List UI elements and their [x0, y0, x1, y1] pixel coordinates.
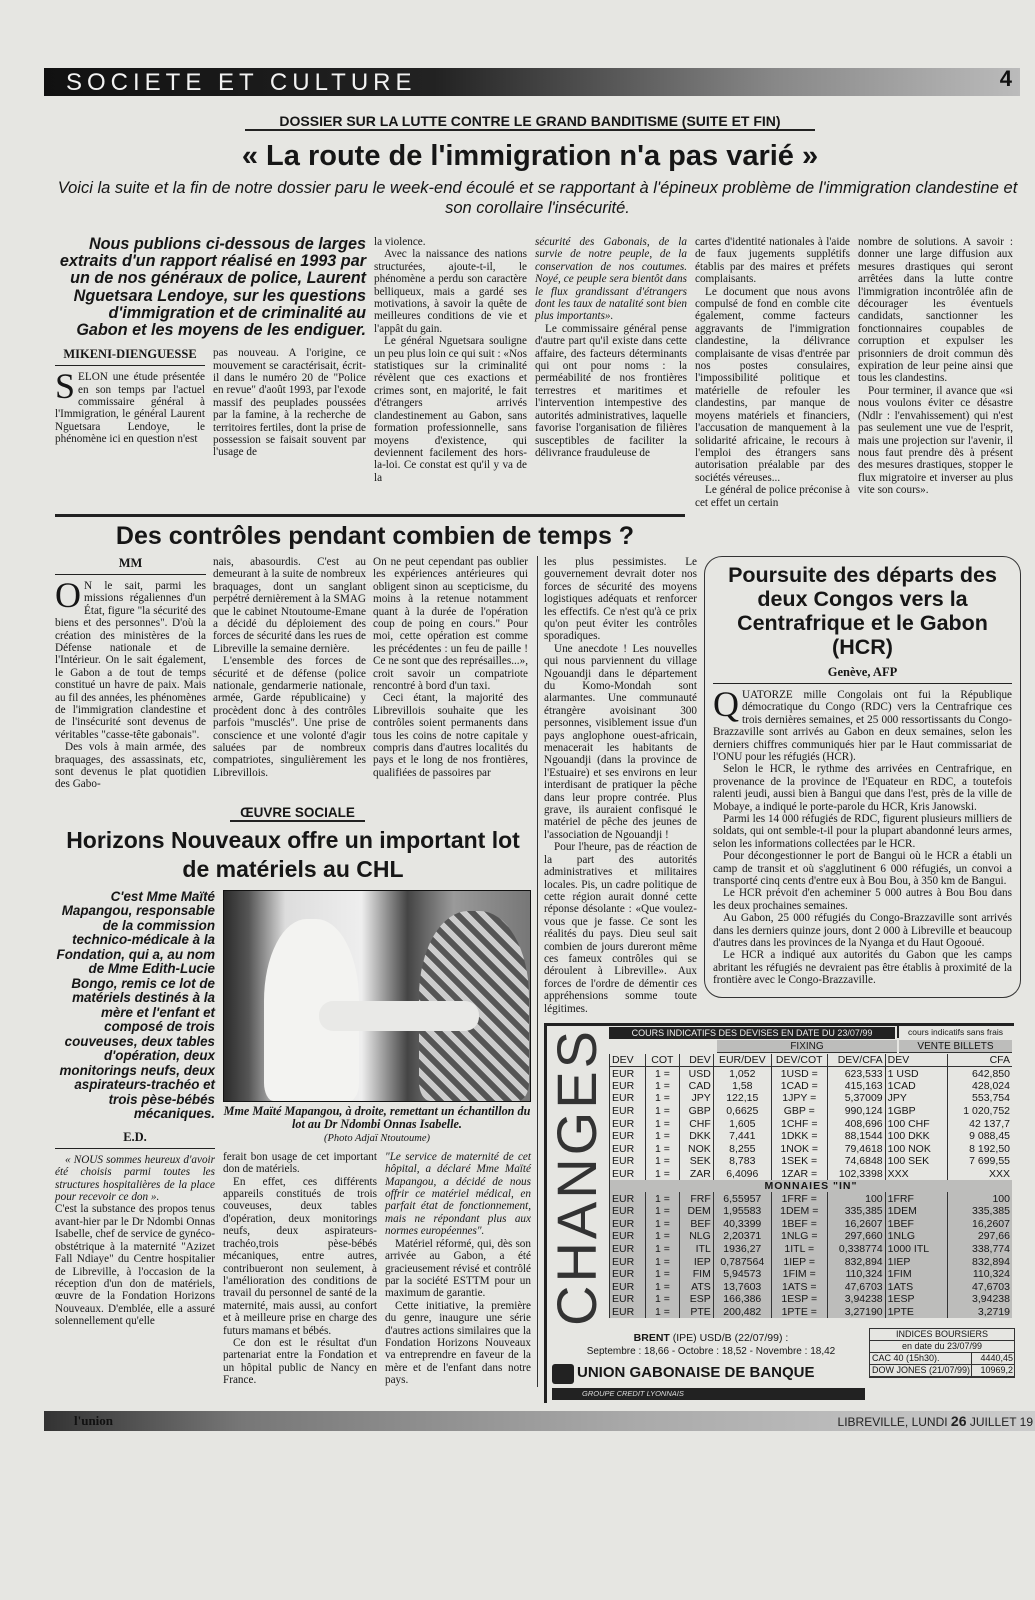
- table-header-row: [610, 1054, 1013, 1067]
- table-cell: 1 =: [645, 1130, 679, 1143]
- table-cell: 1CAD: [885, 1080, 947, 1093]
- table-cell: 1 =: [645, 1205, 679, 1218]
- paragraph: Parmi les 14 000 réfugiés de RDC, figurent plusieurs milliers de soldats, qui ont semble-t-il pour la plupart abandonné leurs armes, selon les informations collectées par le HCR.: [713, 813, 1012, 850]
- paragraph: pas nouveau. A l'origine, ce mouvement se caractérisait, écrit-il dans le numéro 20 de "Police en revue" d'août 1993, par l'exode massif des peuplades poussées par la famine, à la recherche de territoires fertiles, dont la prise de possession se faisait souvent par l'usage de: [213, 347, 366, 459]
- table-cell: SEK: [679, 1155, 713, 1168]
- table-cell: EUR: [610, 1280, 646, 1293]
- page-flow: [55, 235, 1033, 1431]
- table-cell: 1JPY =: [771, 1092, 827, 1105]
- article4-lede: C'est Mme Maïté Mapangou, responsable de la commission technico-médicale à la Fondation, qui a, au nom de Mme Edith-Lucie Bongo, remis ce lot de matériels destinés à la mère et l'enfant et composé de trois couveuses, deux tables d'opération, deux monitorings neufs, deux aspirateurs-trachéo et trois pèse-bébés mécaniques.: [56, 888, 215, 1122]
- table-cell: 1BEF =: [771, 1218, 827, 1231]
- paragraph: L'ensemble des forces de sécurité et de défense (police nationale, gendarmerie nationale, armée, Garde républicaine) y procèdent donc à des contrôles parfois "musclés". Une prise de conscience et une volonté d'agir saluées par de nombreux compatriotes, singulièrement les Librevillois.: [213, 655, 366, 779]
- table-cell: 1 020,752: [947, 1105, 1012, 1118]
- article4-column-1-text: [55, 1203, 215, 1327]
- table-cell: XXX: [947, 1168, 1012, 1181]
- table-cell: 1 =: [645, 1067, 679, 1080]
- paragraph: On ne peut cependant pas oublier les expériences antérieures qui obligent sinon au scepticisme, du moins à la retenue notamment quant à la durée de l'opération coup de poing en cours." Pour moi, cette opération est comme les précédentes : un feu de paille ! Ce ne sont que des représailles...», croit savoir un compatriote rencontré à bord d'un taxi.: [373, 555, 528, 692]
- table-cell: 200,482: [713, 1306, 771, 1319]
- table-cell: 88,1544: [827, 1130, 885, 1143]
- table-cell: 1 =: [645, 1168, 679, 1181]
- table-cell: 100 CHF: [885, 1117, 947, 1130]
- table-cell: 297,660: [827, 1230, 885, 1243]
- table-cell: 1NLG: [885, 1230, 947, 1243]
- article1-column-5: [695, 236, 850, 509]
- table-cell: 47,6703: [827, 1280, 885, 1293]
- table-cell: 3,2719: [947, 1306, 1012, 1319]
- table-row: [610, 1306, 1013, 1319]
- table-cell: 1FIM =: [771, 1268, 827, 1281]
- table-cell: FIM: [679, 1268, 713, 1281]
- table-row: [610, 1280, 1013, 1293]
- article2-column-1: [55, 574, 206, 791]
- ugb-logo-icon: [552, 1364, 574, 1384]
- table-cell: ITL: [679, 1243, 713, 1256]
- table-row: [610, 1293, 1013, 1306]
- table-cell: 642,850: [947, 1067, 1012, 1080]
- page-number: 4: [999, 66, 1012, 91]
- table-cell: 0,787564: [713, 1255, 771, 1268]
- article1-headline: « La route de l'immigration n'a pas varié »: [241, 140, 819, 172]
- index-row: [870, 1353, 1014, 1365]
- paragraph: les plus pessimistes. Le gouvernement devrait doter nos forces de sécurité des moyens logistiques adéquats et renforcer les effectifs. Ce n'est qu'à ce prix qu'on peut éviter les contrôles sporadiques.: [544, 555, 697, 643]
- paragraph: Le général Nguetsara souligne un peu plus loin ce qui suit : «Nos statistiques sur la criminalité révèlent que ces exactions et crimes sont, en majorité, le fait d'étrangers arrivés clandestinement au Gabon, sans formation professionnelle, sans moyens d'existence, qui deviennent facilement des hors-la-loi. Ce constat est qu'il y va de la: [374, 335, 527, 484]
- table-cell: 74,6848: [827, 1155, 885, 1168]
- bank-name: UNION GABONAISE DE BANQUE: [577, 1363, 815, 1381]
- table-cell: ATS: [679, 1280, 713, 1293]
- paragraph: Le document que nous avons compulsé de fond en comble cite également, comme facteurs aggravants de l'immigration clandestine, la délivrance complaisante de visas d'entrée par nos postes consulaires, l'impossibilité politique et matérielle de refouler les clandestins, par manque de moyens matériels et financiers, l'accusation de manquement à la solidarité africaine, le recours à l'emploi des étrangers sans autorisation préalable par des sociétés véreuses...: [695, 285, 850, 484]
- table-cell: 1CHF =: [771, 1117, 827, 1130]
- table-cell: 100 NOK: [885, 1143, 947, 1156]
- table-cell: BEF: [679, 1218, 713, 1231]
- table-cell: DEV: [885, 1054, 947, 1067]
- table-cell: 47,6703: [947, 1280, 1012, 1293]
- article2-column-2: [213, 556, 366, 779]
- paragraph: C'est la substance des propos tenus avant-hier par le Dr Ndombi Onnas Isabelle, chef de service de gynéco-obstétrique à la maternité "Azizet Fall Ndiaye" du Centre hospitalier de Libreville, à l'occasion de la réception d'un don de matériels, œuvre de la Fondation Horizons Nouveaux. D'emblée, elle a assuré solennellement qu'elle: [55, 1203, 215, 1328]
- masthead: l'union: [74, 1412, 114, 1428]
- table-row: [610, 1243, 1013, 1256]
- table-cell: 1 =: [645, 1105, 679, 1118]
- table-cell: USD: [679, 1067, 713, 1080]
- table-cell: 335,385: [947, 1205, 1012, 1218]
- paragraph: Pour l'heure, pas de réaction de la part des autorités administratives et militaires locales. Pis, un cadre politique de cette région aurait donné cette réponse désolante : «Que voulez-vous que je fasse. Ce sont les réalités du pays. Dieu seul sait combien de jours dureront même ces fameux contrôles qui se déroulent à Libreville». Aux forces de l'ordre de démentir ces appréhensions somme toute légitimes.: [544, 841, 697, 1015]
- table-cell: 1000 ITL: [885, 1243, 947, 1256]
- table-cell: 0,338774: [827, 1243, 885, 1256]
- paragraph: Une anecdote ! Les nouvelles qui nous parviennent du village Ngouandji dans le département du Komo-Mondah sont alarmantes. Une communauté étrangère avoisinant 300 personnes, visiblement issue d'un pays anglophone ouest-africain, menacerait les habitants de Ngouandji (dans la province de l'Estuaire) et ses environs en leur interdisant de pratiquer la pêche dans leur propre contrée. Plus grave, ils auraient confisqué le matériel de pêche des jeunes de l'association de Ngouandji !: [544, 642, 697, 841]
- brent-values: Septembre : 18,66 - Octobre : 18,52 - Novembre : 18,42: [586, 1345, 836, 1357]
- table-cell: 40,3399: [713, 1218, 771, 1231]
- article1-column-4: [535, 236, 687, 459]
- table-cell: 1NLG =: [771, 1230, 827, 1243]
- table-cell: DKK: [679, 1130, 713, 1143]
- table-row: [610, 1230, 1013, 1243]
- table-cell: CAD: [679, 1080, 713, 1093]
- table-cell: EUR: [610, 1067, 646, 1080]
- paragraph: Cette initiative, la première du genre, inaugure une série d'autres actions similaires que la Fondation Horizons Nouveaux va entreprendre en faveur de la mère et de l'enfant dans notre pays.: [385, 1299, 531, 1387]
- article1-column-2: [213, 347, 366, 459]
- table-cell: PTE: [679, 1306, 713, 1319]
- table-row: [610, 1155, 1013, 1168]
- table-cell: 1NOK =: [771, 1143, 827, 1156]
- footer-day: 26: [950, 1412, 967, 1429]
- table-cell: 1ATS =: [771, 1280, 827, 1293]
- paragraph: QUATORZE mille Congolais ont fui la République démocratique du Congo (RDC) vers la Centrafrique ces trois dernières semaines, et 25 000 ressortissants du Congo-Brazzaville sont arrivés au Gabon en deux semaines, selon les derniers chiffres communiqués hier par le Haut commissariat de l'ONU pour les réfugiés (HCR).: [713, 683, 1012, 763]
- table-cell: 1PTE: [885, 1306, 947, 1319]
- table-cell: 5,37009: [827, 1092, 885, 1105]
- table-cell: 335,385: [827, 1205, 885, 1218]
- article4-quote-2: "Le service de maternité de cet hôpital, a déclaré Mme Maïté Mapangou, a décidé de nous offrir ce matériel médical, en parfait état de fonctionnement, mais ne répondant plus aux normes européennes".: [385, 1150, 531, 1238]
- table-cell: DEM: [679, 1205, 713, 1218]
- table-cell: CFA: [947, 1054, 1012, 1067]
- table-cell: 338,774: [947, 1243, 1012, 1256]
- index-value: 4440,45: [980, 1352, 1013, 1363]
- table-cell: 100: [947, 1192, 1012, 1205]
- table-cell: EUR: [610, 1080, 646, 1093]
- table-cell: EUR: [610, 1293, 646, 1306]
- table-row: [610, 1143, 1013, 1156]
- table-cell: 42 137,7: [947, 1117, 1012, 1130]
- table-cell: 100 SEK: [885, 1155, 947, 1168]
- table-cell: EUR: [610, 1105, 646, 1118]
- table-cell: 1DEM =: [771, 1205, 827, 1218]
- table-cell: 1 =: [645, 1306, 679, 1319]
- paragraph: Le HCR a indiqué aux autorités du Gabon que les camps abritant les réfugiés ne devraient pas être établis à proximité de la frontière avec le Congo-Brazzaville.: [713, 949, 1012, 987]
- table-cell: CHF: [679, 1117, 713, 1130]
- photo-credit: (Photo Adjaï Ntoutoume): [324, 1132, 430, 1144]
- photo-caption: Mme Maïté Mapangou, à droite, remettant un échantillon du lot au Dr Ndombi Onnas Isabelle.: [223, 1103, 531, 1132]
- article2-byline: MM: [55, 556, 206, 575]
- table-cell: 1USD =: [771, 1067, 827, 1080]
- table-cell: 1BEF: [885, 1218, 947, 1231]
- table-cell: 1 =: [645, 1280, 679, 1293]
- table-cell: 1IEP: [885, 1255, 947, 1268]
- paragraph: SELON une étude présentée en son temps par l'actuel commissaire général à l'Immigration, le général Laurent Nguetsara Lendoye, le phénomène ici en question n'est: [55, 366, 205, 446]
- table-cell: 1 =: [645, 1117, 679, 1130]
- table-cell: GBP =: [771, 1105, 827, 1118]
- table-cell: 1936,27: [713, 1243, 771, 1256]
- index-value: 10969,2: [980, 1364, 1013, 1375]
- brent-label: BRENT: [633, 1331, 670, 1344]
- article4-kicker: ŒUVRE SOCIALE: [230, 805, 365, 822]
- table-row: [610, 1255, 1013, 1268]
- table-cell: EUR: [610, 1155, 646, 1168]
- table-row: [610, 1067, 1013, 1080]
- article2-headline: Des contrôles pendant combien de temps ?: [115, 521, 635, 550]
- article1: [55, 236, 1022, 509]
- paragraph: Ceci étant, la majorité des Librevillois souhaite que les contrôles soient permanents dans tous les coins de notre capitale y compris dans d'autres localités du pays et le long de nos frontières, qualifiées de passoires par: [373, 692, 528, 779]
- table-row: [610, 1105, 1013, 1118]
- table-cell: IEP: [679, 1255, 713, 1268]
- table-cell: 1DEM: [885, 1205, 947, 1218]
- indices-title: INDICES BOURSIERS: [870, 1329, 1014, 1341]
- table-cell: EUR: [610, 1117, 646, 1130]
- photo-object: [319, 1001, 479, 1031]
- table-cell: 1 =: [645, 1143, 679, 1156]
- table-cell: 1FRF: [885, 1192, 947, 1205]
- paragraph: Le HCR prévoit d'en acheminer 5 000 autres à Bou Bou dans les deux prochaines semaines.: [713, 887, 1012, 912]
- table-cell: 408,696: [827, 1117, 885, 1130]
- paragraph: la violence.: [374, 236, 426, 248]
- table-cell: 1ZAR =: [771, 1168, 827, 1181]
- article4-headline: Horizons Nouveaux offre un important lot de matériels au CHL: [66, 826, 520, 882]
- paragraph: Le commissaire général pense d'autre part qu'il existe dans cette affaire, des facteurs déterminants qui ont pour noms : la perméabilité de nos frontières terrestres et maritimes et l'intervention intempestive des autorités administratives, laquelle favorise l'organisation de filières susceptibles de faciliter la délivrance frauduleuse de: [535, 322, 687, 459]
- table-cell: 6,55957: [713, 1192, 771, 1205]
- table-cell: EUR: [610, 1130, 646, 1143]
- table-cell: 8,783: [713, 1155, 771, 1168]
- table-cell: JPY: [885, 1092, 947, 1105]
- table-cell: 122,15: [713, 1092, 771, 1105]
- table-cell: 1PTE =: [771, 1306, 827, 1319]
- table-cell: 5,94573: [713, 1268, 771, 1281]
- hcr-article-box: [704, 556, 1021, 998]
- paragraph: Le général de police préconise à cet effet un certain: [695, 484, 850, 509]
- table-cell: 1,052: [713, 1067, 771, 1080]
- table-cell: ESP: [679, 1293, 713, 1306]
- table-cell: COT: [645, 1054, 679, 1067]
- table-cell: 3,94238: [947, 1293, 1012, 1306]
- table-cell: 1 =: [645, 1192, 679, 1205]
- paragraph: Selon le HCR, le rythme des arrivées en Centrafrique, en provenance de la province de l'Equateur en RDC, a toutefois ralenti jeudi, aussi bien à Bangui que dans l'est, près de la ville de Mobaye, a indiqué le porte-parole du HCR, Kris Janowski.: [713, 763, 1012, 813]
- stock-indices: [869, 1328, 1015, 1378]
- photo-donation: [223, 890, 531, 1102]
- table-cell: 1ITL =: [771, 1243, 827, 1256]
- table-cell: 1ESP: [885, 1293, 947, 1306]
- table-row: [610, 1092, 1013, 1105]
- paragraph: cartes d'identité nationales à l'aide de faux jugements supplétifs établis par des maires et préfets complaisants.: [695, 236, 850, 286]
- table-cell: 8 192,50: [947, 1143, 1012, 1156]
- table-cell: JPY: [679, 1092, 713, 1105]
- indices-date: en date du 23/07/99: [870, 1341, 1014, 1353]
- article4-column-1: [55, 1154, 215, 1328]
- paragraph: Matériel réformé, qui, dès son arrivée au Gabon, a été gracieusement révisé et contrôlé par la société ESTTM pour un maximum de garantie.: [385, 1237, 531, 1300]
- table-cell: ZAR: [679, 1168, 713, 1181]
- paragraph: Avec la naissance des nations structurées, ajoute-t-il, le phénomène a perdu son caractère belliqueux, mais a gardé ses motivations, à savoir la quête de meilleures conditions de vie et l'appât du gain.: [374, 248, 527, 335]
- table-cell: DEV/COT: [771, 1054, 827, 1067]
- table-cell: 3,94238: [827, 1293, 885, 1306]
- table-cell: DEV: [679, 1054, 713, 1067]
- table-cell: 1CAD =: [771, 1080, 827, 1093]
- article1-lede: Nous publions ci-dessous de larges extraits d'un rapport réalisé en 1993 par un de nos généraux de police, Laurent Nguetsara Lendoye, sur les questions d'immigration et de criminalité au Gabon et les moyens de les endiguer.: [59, 235, 366, 340]
- article1-column-1: [55, 366, 205, 446]
- article1-column-6: [858, 236, 1013, 497]
- table-cell: 16,2607: [827, 1218, 885, 1231]
- table-cell: EUR: [610, 1205, 646, 1218]
- table-cell: XXX: [885, 1168, 947, 1181]
- article3-body: [713, 683, 1012, 987]
- table-cell: 1,605: [713, 1117, 771, 1130]
- table-cell: 832,894: [827, 1255, 885, 1268]
- monnaies-in-label: MONNAIES "IN": [610, 1180, 1013, 1192]
- article1-intro: Voici la suite et la fin de notre dossier paru le week-end écoulé et se rapportant à l'épineux problème de l'immigration clandestine et son corollaire l'insécurité.: [57, 179, 1018, 217]
- table-cell: 166,386: [713, 1293, 771, 1306]
- section-banner: [44, 68, 1020, 96]
- exchange-rates-panel: [544, 1023, 1014, 1403]
- table-cell: EUR: [610, 1268, 646, 1281]
- table-cell: 6,4096: [713, 1168, 771, 1181]
- table-cell: 623,533: [827, 1067, 885, 1080]
- table-cell: 3,27190: [827, 1306, 885, 1319]
- table-cell: 1FIM: [885, 1268, 947, 1281]
- article2-column-3: [373, 556, 528, 779]
- article3-byline: Genève, AFP: [713, 665, 1012, 684]
- table-cell: 1 =: [645, 1255, 679, 1268]
- table-cell: 7,441: [713, 1130, 771, 1143]
- table-cell: 8,255: [713, 1143, 771, 1156]
- table-row: [610, 1192, 1013, 1205]
- right-title: cours indicatifs sans frais: [897, 1026, 1012, 1038]
- table-cell: 110,324: [827, 1268, 885, 1281]
- lower-left: [55, 556, 538, 1387]
- index-name: DOW JONES (21/07/99): [872, 1364, 971, 1375]
- table-cell: NLG: [679, 1230, 713, 1243]
- table-cell: 16,2607: [947, 1218, 1012, 1231]
- table-cell: 2,20371: [713, 1230, 771, 1243]
- article2-column-4: [544, 556, 697, 1015]
- paragraph: nombre de solutions. A savoir : donner une large diffusion aux mesures drastiques qui seront arrêtées dans la lutte contre l'immigration incontrôlée afin de décourager les éventuels candidats, sanctionner les fonctionnaires coupables de corruption et expulser les prisonniers de droit commun dès expiration de leur peine ainsi que tous les clandestins.: [858, 236, 1013, 385]
- article4-column-3-text: [385, 1238, 531, 1387]
- table-cell: EUR: [610, 1092, 646, 1105]
- table-cell: 1 =: [645, 1155, 679, 1168]
- table-cell: 1,95583: [713, 1205, 771, 1218]
- paragraph: Pour décongestionner le port de Bangui où le HCR a établi un camp de transit et où s'agglutinent 6 000 réfugiés, un convoi a transporté cinq cents d'entre eux à Bou Bou, à 350 km de Bangui.: [713, 850, 1012, 888]
- table-cell: EUR: [610, 1168, 646, 1181]
- article1-left-block: [55, 236, 366, 459]
- table-cell: EUR: [610, 1230, 646, 1243]
- table-cell: EUR: [610, 1218, 646, 1231]
- table-cell: 1SEK =: [771, 1155, 827, 1168]
- section-title: SOCIETE ET CULTURE: [66, 69, 417, 96]
- table-cell: FRF: [679, 1192, 713, 1205]
- table-cell: 9 088,45: [947, 1130, 1012, 1143]
- table-cell: EUR: [610, 1306, 646, 1319]
- table-cell: 1FRF =: [771, 1192, 827, 1205]
- paragraph: Des vols à main armée, des braquages, des assassinats, etc, sont devenus le plat quotidien des Gabo-: [55, 741, 206, 791]
- article4-column-2: [223, 1151, 377, 1387]
- table-cell: GBP: [679, 1105, 713, 1118]
- table-cell: EUR: [610, 1255, 646, 1268]
- paragraph: sécurité des Gabonais, de la survie de notre peuple, de la conservation de nos coutumes. Noyé, ce peuple sera bientôt dans le flux grandissant d'étrangers dont les taux de natalité sont bien plus importants».: [535, 236, 687, 323]
- table-row: [610, 1080, 1013, 1093]
- paragraph: ferait bon usage de cet important don de matériels.: [223, 1150, 377, 1176]
- divider: [55, 514, 685, 517]
- article1-byline: MIKENI-DIENGUESSE: [55, 347, 205, 366]
- table-cell: EUR: [610, 1243, 646, 1256]
- exchange-rates-table: [609, 1054, 1012, 1318]
- changes-side-title: CHANGES: [545, 1028, 608, 1326]
- table-cell: 1 =: [645, 1293, 679, 1306]
- table-cell: 297,66: [947, 1230, 1012, 1243]
- table-cell: DEV/CFA: [827, 1054, 885, 1067]
- index-row: [870, 1365, 1014, 1377]
- table-cell: 1DKK =: [771, 1130, 827, 1143]
- table-cell: EUR: [610, 1143, 646, 1156]
- footer-month-year: JUILLET 19: [969, 1414, 1033, 1429]
- table-cell: 1,58: [713, 1080, 771, 1093]
- table-title-text: COURS INDICATIFS DES DEVISES EN DATE DU 23/07/99: [609, 1027, 895, 1039]
- table-cell: 7 699,55: [947, 1155, 1012, 1168]
- table-cell: 1 USD: [885, 1067, 947, 1080]
- table-cell: EUR/DEV: [713, 1054, 771, 1067]
- table-cell: NOK: [679, 1143, 713, 1156]
- table-cell: 1ESP =: [771, 1293, 827, 1306]
- article1-column-3: [374, 236, 527, 484]
- lower-right: [544, 556, 1022, 1403]
- table-row: [610, 1218, 1013, 1231]
- table-cell: 102,3398: [827, 1168, 885, 1181]
- table-cell: 1 =: [645, 1080, 679, 1093]
- paragraph: nais, abasourdis. C'est au demeurant à la suite de nombreux braquages, dont un sanglant perpétré dernièrement à la SMAG que le cabinet Ntoutoume-Emane a décidé du déploiement des forces de sécurité dans les rues de Libreville la semaine dernière.: [213, 555, 366, 655]
- table-row: [610, 1168, 1013, 1181]
- table-row: [610, 1268, 1013, 1281]
- table-row: [610, 1117, 1013, 1130]
- table-cell: 1 =: [645, 1218, 679, 1231]
- article4-byline: E.D.: [55, 1130, 215, 1149]
- table-cell: 100: [827, 1192, 885, 1205]
- table-row: [610, 1130, 1013, 1143]
- footer-bar: [44, 1411, 1035, 1431]
- article1-kicker: DOSSIER SUR LA LUTTE CONTRE LE GRAND BANDITISME (SUITE ET FIN): [245, 113, 815, 131]
- article3-headline: Poursuite des départs des deux Congos vers la Centrafrique et le Gabon (HCR): [728, 562, 997, 659]
- table-cell: 990,124: [827, 1105, 885, 1118]
- table-cell: 832,894: [947, 1255, 1012, 1268]
- table-cell: EUR: [610, 1192, 646, 1205]
- table-cell: 100 DKK: [885, 1130, 947, 1143]
- brent-block: [555, 1332, 867, 1358]
- bank-group: GROUPE CREDIT LYONNAIS: [552, 1388, 865, 1400]
- paragraph: ON le sait, parmi les missions régaliennes d'un État, figure "la sécurité des biens et des personnes". D'où la création des ministères de la Défense nationale et de l'Intérieur. On le sait également, le Gabon a de tout de temps constitué un havre de paix. Mais au fil des années, les phénomènes de l'immigration clandestine et de l'insécurité sont devenus de véritables "casse-tête gabonais".: [55, 574, 206, 741]
- paragraph: Ce don est le résultat d'un partenariat entre la Fondation et un hôpital public de Nancy en France.: [223, 1336, 377, 1387]
- table-row: [610, 1205, 1013, 1218]
- article4-quote: « NOUS sommes heureux d'avoir été choisis parmi toutes les structures hospitalières de la place pour recevoir ce don ».: [55, 1153, 215, 1204]
- table-cell: 1 =: [645, 1243, 679, 1256]
- table-cell: 110,324: [947, 1268, 1012, 1281]
- table-cell: DEV: [610, 1054, 646, 1067]
- table-cell: 1 =: [645, 1230, 679, 1243]
- article4-column-3: [385, 1151, 531, 1387]
- table-cell: 13,7603: [713, 1280, 771, 1293]
- table-cell: 1 =: [645, 1092, 679, 1105]
- paragraph: En effet, ces différents appareils constitués de trois couveuses, deux tables d'opération, deux monitorings neufs, deux aspirateurs-trachéo,trois pèse-bébés mécaniques, entre autres, contribueront non seulement, à l'amélioration des conditions de travail du personnel de santé de la maternité, mais aussi, au confort et à meilleure prise en charge des futurs mamans et bébés.: [223, 1175, 377, 1337]
- table-cell: 428,024: [947, 1080, 1012, 1093]
- table-cell: 0,6625: [713, 1105, 771, 1118]
- index-name: CAC 40 (15h30).: [870, 1353, 972, 1364]
- table-cell: 1IEP =: [771, 1255, 827, 1268]
- paragraph: Au Gabon, 25 000 réfugiés du Congo-Brazzaville sont arrivés dans les derniers quinze jours, dont 2 000 à Libreville et beaucoup d'autres dans les provinces de la Nyanga et du Haut Ogooué.: [713, 912, 1012, 950]
- table-cell: 1GBP: [885, 1105, 947, 1118]
- vente-label: VENTE BILLETS: [899, 1040, 1012, 1053]
- table-cell: 79,4618: [827, 1143, 885, 1156]
- brent-desc: (IPE) USD/B (22/07/99) :: [672, 1331, 789, 1344]
- footer-city-day: LIBREVILLE, LUNDI: [837, 1414, 948, 1429]
- table-cell: 1ATS: [885, 1280, 947, 1293]
- fixing-label: FIXING: [717, 1040, 897, 1053]
- table-cell: 415,163: [827, 1080, 885, 1093]
- paragraph: Pour terminer, il avance que «si nous voulons éviter ce désastre (Ndlr : l'envahissement) qui n'est pas seulement une vue de l'esprit, mais une projection sur l'avenir, il nous faut prendre dès à présent des mesures drastiques, stopper le flux migratoire et inverser au plus vite son cours».: [858, 384, 1013, 497]
- lower-region: [55, 556, 1022, 1403]
- table-cell: 553,754: [947, 1092, 1012, 1105]
- table-cell: 1 =: [645, 1268, 679, 1281]
